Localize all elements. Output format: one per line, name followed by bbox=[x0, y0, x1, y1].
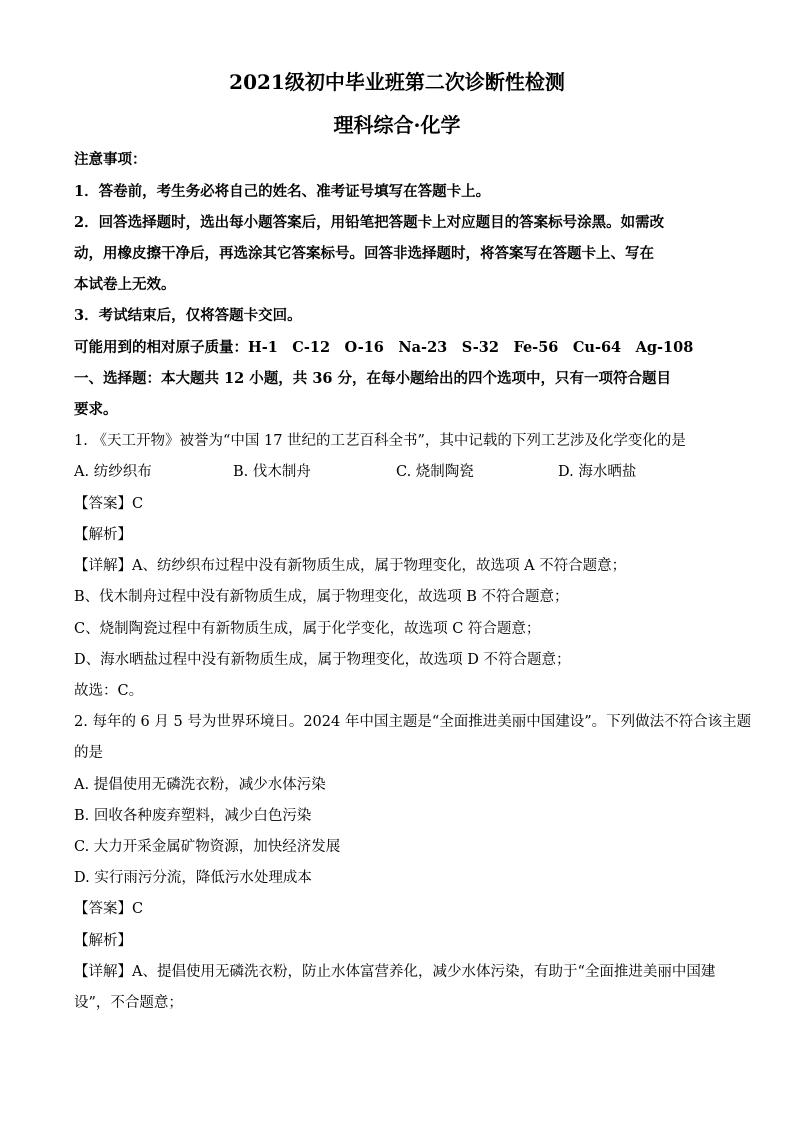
question-1-option-b: B. 伐木制舟 bbox=[233, 464, 311, 480]
notice-item-2-line-3: 本试卷上无效。 bbox=[74, 276, 176, 293]
question-1-analysis-label: 【解析】 bbox=[74, 527, 132, 543]
question-2-option-a: A. 提倡使用无磷洗衣粉，减少水体污染 bbox=[74, 777, 326, 793]
question-2-stem-line-2: 的是 bbox=[74, 745, 103, 761]
question-2-option-d: D. 实行雨污分流，降低污水处理成本 bbox=[74, 870, 312, 886]
question-1-answer: 【答案】C bbox=[74, 496, 144, 512]
question-1-detail-b: B、伐木制舟过程中没有新物质生成，属于物理变化，故选项 B 不符合题意； bbox=[74, 589, 569, 605]
page-title: 2021级初中毕业班第二次诊断性检测 bbox=[229, 70, 565, 94]
section-heading-line-2: 要求。 bbox=[74, 401, 118, 418]
question-1-option-c: C. 烧制陶瓷 bbox=[396, 464, 474, 480]
question-1-stem: 1. 《天工开物》被誉为“中国 17 世纪的工艺百科全书”，其中记载的下列工艺涉及化学变化的是 bbox=[74, 433, 686, 449]
question-2-analysis-label: 【解析】 bbox=[74, 933, 132, 949]
question-1-option-d: D. 海水晒盐 bbox=[558, 464, 637, 480]
question-2-option-b: B. 回收各种废弃塑料，减少白色污染 bbox=[74, 808, 312, 824]
notice-item-2-line-2: 动，用橡皮擦干净后，再选涂其它答案标号。回答非选择题时，将答案写在答题卡上、写在 bbox=[74, 245, 654, 262]
notice-heading: 注意事项： bbox=[74, 151, 147, 168]
section-heading-line-1: 一、选择题：本大题共 12 小题，共 36 分，在每小题给出的四个选项中，只有一项符合题目 bbox=[74, 370, 672, 387]
question-1-option-a: A. 纺纱织布 bbox=[74, 464, 152, 480]
page-subtitle: 理科综合·化学 bbox=[333, 113, 461, 137]
question-1-conclusion: 故选：C。 bbox=[74, 683, 144, 699]
question-2-detail-a-line-2: 设”，不合题意； bbox=[74, 995, 183, 1011]
question-2-answer: 【答案】C bbox=[74, 901, 144, 917]
atomic-masses: 可能用到的相对原子质量：H-1 C-12 O-16 Na-23 S-32 Fe-56 Cu-64 Ag-108 bbox=[74, 339, 694, 356]
question-1-detail-a: 【详解】A、纺纱织布过程中没有新物质生成，属于物理变化，故选项 A 不符合题意； bbox=[74, 558, 627, 574]
question-2-option-c: C. 大力开采金属矿物资源，加快经济发展 bbox=[74, 839, 341, 855]
notice-item-2-line-1: 2．回答选择题时，选出每小题答案后，用铅笔把答题卡上对应题目的答案标号涂黑。如需改 bbox=[74, 214, 665, 231]
question-2-stem-line-1: 2. 每年的 6 月 5 号为世界环境日。2024 年中国主题是“全面推进美丽中国建设”。下列做法不符合该主题 bbox=[74, 714, 752, 730]
notice-item-1: 1．答卷前，考生务必将自己的姓名、准考证号填写在答题卡上。 bbox=[74, 183, 491, 200]
question-1-detail-c: C、烧制陶瓷过程中有新物质生成，属于化学变化，故选项 C 符合题意； bbox=[74, 621, 541, 637]
question-2-detail-a-line-1: 【详解】A、提倡使用无磷洗衣粉，防止水体富营养化，减少水体污染，有助于“全面推进美丽中国建 bbox=[74, 964, 716, 980]
notice-item-3: 3．考试结束后，仅将答题卡交回。 bbox=[74, 307, 302, 324]
question-1-detail-d: D、海水晒盐过程中没有新物质生成，属于物理变化，故选项 D 不符合题意； bbox=[74, 652, 571, 668]
